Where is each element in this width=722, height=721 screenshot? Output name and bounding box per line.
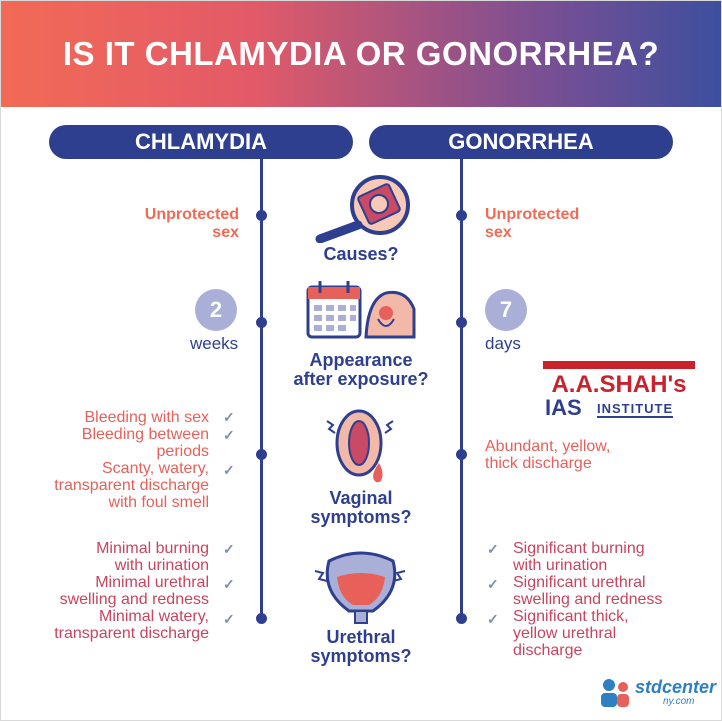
timeline-dot [456, 210, 467, 221]
gonorrhea-incubation-number: 7 [485, 289, 527, 331]
symptom-line: Minimal burning [96, 540, 209, 557]
calendar-infection-icon [306, 279, 421, 343]
timeline-dot [256, 449, 267, 460]
causes-label: Causes? [323, 244, 399, 264]
ias-institute-logo [543, 361, 695, 421]
left-timeline [260, 159, 263, 621]
check-icon: ✓ [487, 576, 499, 592]
chlamydia-incubation-unit: weeks [190, 334, 239, 353]
symptom-line: Significant urethral [513, 574, 646, 591]
symptom-line: swelling and redness [513, 591, 663, 608]
gonorrhea-column-header: GONORRHEA [369, 125, 673, 159]
symptom-line: Minimal watery, [99, 608, 209, 625]
symptom-line: Abundant, yellow, [485, 438, 611, 455]
label-line: Urethral [326, 627, 396, 647]
people-icon [597, 677, 633, 709]
timeline-dot [256, 210, 267, 221]
timeline-dot [256, 317, 267, 328]
label-line: symptoms? [310, 507, 412, 527]
logo-ias: IAS [545, 395, 582, 420]
symptom-line: with urination [513, 557, 608, 574]
symptom-line: Bleeding between [81, 426, 209, 443]
symptom-line: Bleeding with sex [84, 409, 209, 426]
gonorrhea-cause [485, 206, 605, 242]
check-icon: ✓ [223, 611, 235, 627]
label-line: Appearance [309, 350, 413, 370]
chlamydia-vaginal-symptoms [21, 409, 209, 511]
symptom-line: Significant thick, [513, 608, 629, 625]
right-timeline [460, 159, 463, 621]
symptom-line: thick discharge [485, 455, 592, 472]
gonorrhea-urethral-symptoms [513, 540, 703, 659]
cause-line: sex [212, 224, 239, 241]
symptom-line: Significant burning [513, 540, 645, 557]
symptom-line: transparent discharge [54, 625, 209, 642]
symptom-line: discharge [513, 642, 583, 659]
symptom-line: with urination [114, 557, 209, 574]
check-icon: ✓ [223, 576, 235, 592]
cause-line: Unprotected [485, 206, 580, 223]
logo-name: A.A.SHAH's [551, 371, 687, 398]
chlamydia-column-header: CHLAMYDIA [49, 125, 353, 159]
timeline-dot [256, 613, 267, 624]
bladder-icon [311, 541, 411, 625]
chlamydia-urethral-symptoms [21, 540, 209, 642]
vaginal-label [261, 489, 461, 527]
cause-line: Unprotected [144, 206, 239, 223]
cause-line: sex [485, 224, 512, 241]
gonorrhea-vaginal-symptoms [485, 438, 685, 472]
stdcenter-logo [597, 673, 715, 713]
symptom-line: yellow urethral [513, 625, 617, 642]
check-icon: ✓ [223, 427, 235, 443]
magnifier-condom-icon [304, 173, 414, 243]
label-line: Vaginal [329, 488, 393, 508]
symptom-line: periods [156, 443, 209, 460]
chlamydia-cause [131, 206, 239, 242]
logo-bar [543, 361, 695, 369]
logo-institute: INSTITUTE [597, 401, 674, 416]
timeline-dot [456, 613, 467, 624]
symptom-line: transparent discharge [54, 477, 209, 494]
timeline-dot [456, 449, 467, 460]
symptom-line: Scanty, watery, [102, 460, 209, 477]
vaginal-icon [321, 405, 401, 489]
appearance-label [261, 351, 461, 389]
check-icon: ✓ [487, 541, 499, 557]
urethral-label [261, 628, 461, 666]
check-icon: ✓ [223, 409, 235, 425]
gonorrhea-incubation-unit: days [485, 334, 521, 353]
timeline-dot [456, 317, 467, 328]
check-icon: ✓ [223, 541, 235, 557]
brand-domain: ny.com [663, 696, 695, 707]
header-banner [1, 1, 721, 107]
brand-name: stdcenter [635, 677, 717, 697]
label-line: after exposure? [293, 369, 429, 389]
chlamydia-incubation-number: 2 [195, 289, 237, 331]
symptom-line: with foul smell [108, 494, 209, 511]
page-title: IS IT CHLAMYDIA OR GONORRHEA? [62, 35, 660, 72]
label-line: symptoms? [310, 646, 412, 666]
symptom-line: swelling and redness [59, 591, 209, 608]
check-icon: ✓ [223, 462, 235, 478]
check-icon: ✓ [487, 611, 499, 627]
symptom-line: Minimal urethral [95, 574, 209, 591]
